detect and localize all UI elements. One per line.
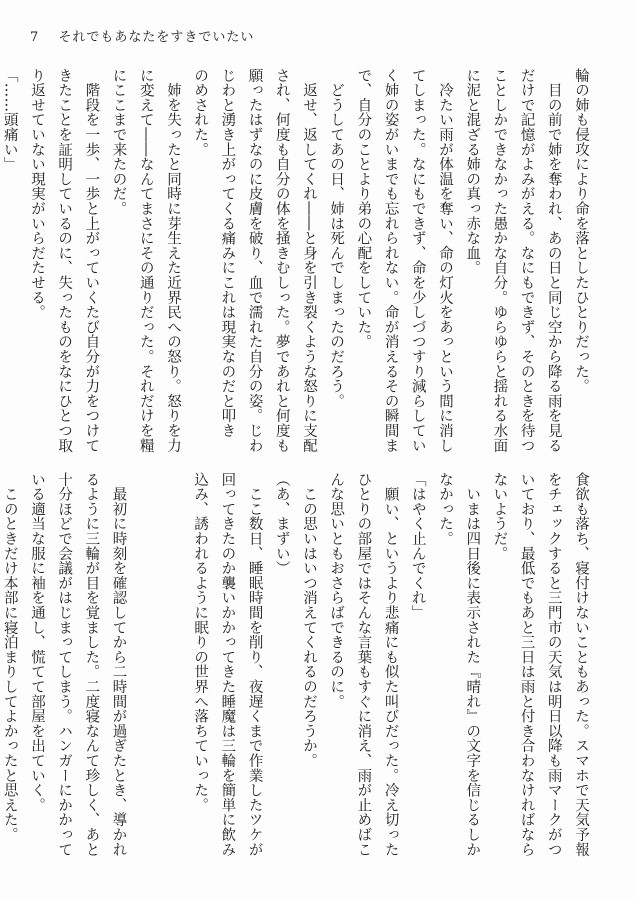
text-column: で、自分のことより弟の心配をしていた。 [355, 68, 372, 350]
text-column: この思いはいつ消えてくれるのだろうか。 [300, 472, 317, 768]
text-column: じわと湧き上がってくる痛みにこれは現実なのだと叩き [219, 68, 236, 438]
text-column: 食欲も落ち、寝付けないこともあった。スマホで天気予報 [573, 472, 589, 857]
text-column: 目の前で姉を奪われ、あの日と同じ空から降る雨を見る [545, 68, 562, 453]
text-column [159, 472, 186, 842]
text-column: 「はやく止んでくれ」 [409, 472, 426, 620]
text-block-top [1, 68, 594, 453]
text-column: てしまった。なにもできず、命を少しづつすり減らしてい [409, 68, 426, 453]
text-column: に変えて――なんてまさにその通りだった。それだけを糧 [137, 68, 154, 453]
text-column: 冷たい雨が体温を奪い、命の灯火をあっという間に消し [436, 68, 453, 453]
text-column: るように三輪が目を覚ました。二度寝なんて珍しく、あと [83, 472, 100, 857]
text-column [132, 472, 159, 842]
text-column: いまは四日後に表示された『晴れ』の文字を信じるしか [464, 472, 481, 857]
running-title: それでもあなたをすきでいたい [58, 30, 255, 45]
text-column: だけで記憶がよみがえる。なにもできず、そのときを待つ [518, 68, 535, 453]
text-column: ここ数日、睡眠時間を削り、夜遅くまで作業したツケが [246, 472, 263, 857]
text-column: に泥と混ざる姉の真っ赤な血。 [464, 68, 481, 276]
text-column: んな思いともおさらばできるのに。 [328, 472, 345, 709]
text-column: のめされた。 [192, 68, 209, 157]
text-column: このときだけ本部に寝泊まりしてよかったと思えた。 [1, 472, 18, 842]
text-column: 姉を失ったと同時に芽生えた近界民への怒り。怒りを力 [164, 68, 181, 453]
text-column: り返せていない現実がいらだたせる。 [28, 68, 45, 320]
text-column: （あ、まずい） [273, 472, 290, 576]
text-block-bottom [1, 472, 594, 857]
text-column: く姉の姿がいまでも忘れられない。命が消えるその瞬間ま [382, 68, 399, 453]
text-column: ひとりの部屋ではそんな言葉もすぐに消え、雨が止めばこ [355, 472, 372, 857]
text-column: 階段を一歩、一歩と上がっていくたび自分が力をつけて [83, 68, 100, 453]
text-column: いており、最低でもあと三日は雨と付き合わなければなら [518, 472, 535, 857]
text-column: きたことを証明しているのに、失ったものをなにひとつ取 [56, 68, 73, 453]
running-head [30, 26, 254, 45]
text-column: 込み、誘われるように眠りの世界へ落ちていった。 [192, 472, 209, 813]
text-column: にここまで来たのだ。 [110, 68, 127, 216]
text-column: 回ってきたのか襲いかかってきた睡魔は三輪を簡単に飲み [219, 472, 236, 857]
text-column: 願ったはずなのに皮膚を破り、血で濡れた自分の姿。じわ [246, 68, 263, 453]
text-column: どうしてあの日、姉は死んでしまったのだろう。 [328, 68, 345, 409]
text-column: 輪の姉も侵攻により命を落としたひとりだった。 [573, 68, 589, 394]
text-column: 十分ほどで会議がはじまってしまう。ハンガーにかかって [56, 472, 73, 857]
text-column: され、何度も自分の体を掻きむしった。夢であれと何度も [273, 68, 290, 453]
text-column: をチェックすると三門市の天気は明日以降も雨マークがつ [545, 472, 562, 857]
text-column: 返せ、返してくれ――と身を引き裂くような怒りに支配 [300, 68, 317, 453]
text-column: 願い、というより悲痛にも似た叫びだった。冷え切った [382, 472, 399, 857]
text-column: 最初に時刻を確認してから二時間が過ぎたとき、導かれ [110, 472, 127, 857]
text-column: ないようだ。 [491, 472, 508, 561]
text-column: ことしかできなかった愚かな自分。ゆらゆらと揺れる水面 [491, 68, 508, 453]
text-column: 「……頭痛い」 [1, 68, 18, 172]
page-number: 7 [30, 30, 40, 45]
text-column: なかった。 [436, 472, 453, 546]
text-column: いる適当な服に袖を通し、慌てて部屋を出ていく。 [28, 472, 45, 813]
